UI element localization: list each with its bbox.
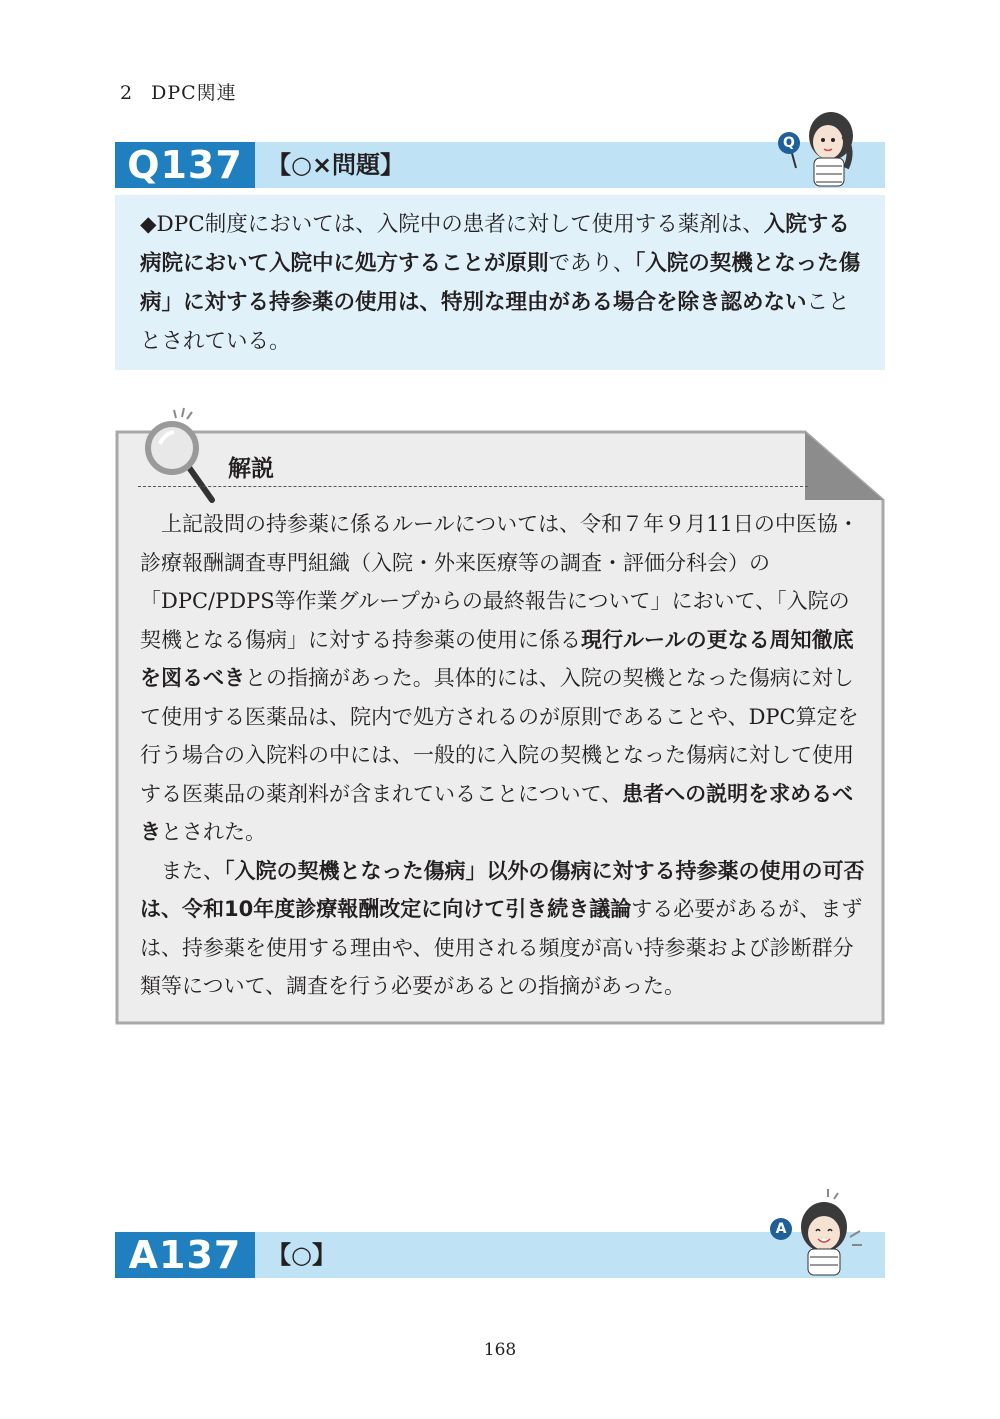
a-bubble-icon: A	[770, 1218, 792, 1240]
explanation-text-segment: 上記設問の持参薬に係るルールについては、令和７年９月11日の中医協・診療報酬調査専門組織（入院・外来医療等の調査・評価分科会）の「DPC/PDPS等作業グループからの最終報告について」において、「入院の契機となる傷病」に対する持参薬の使用に係る	[140, 512, 859, 652]
explanation-paragraph	[140, 852, 868, 1006]
explanation-title: 解説	[228, 456, 274, 482]
q-bubble-icon: Q	[778, 132, 800, 154]
explanation-divider	[138, 486, 808, 487]
answer-value: 【○】	[267, 1241, 336, 1269]
explanation-text-segment: する必要があるが、まずは、持参薬を使用する理由や、使用される頻度が高い持参薬および診断群分類等について、調査を行う必要があるとの指摘があった。	[140, 897, 863, 998]
explanation-body	[140, 505, 868, 1006]
explanation-paragraph	[140, 505, 868, 852]
explanation-text-segment: との指摘があった。具体的には、入院の契機となった傷病に対して使用する医薬品は、院内で処方されるのが原則であることや、DPC算定を行う場合の入院料の中には、一般的に入院の契機となった傷病に対して使用する医薬品の薬剤料が含まれていることについて、	[140, 666, 859, 806]
explanation-text-emphasis: 「入院の契機となった傷病」以外の傷病に対する持参薬の使用の可否は、令和10年度診療報酬改定に向けて引き続き議論	[140, 858, 865, 921]
question-text-segment: であり、	[548, 251, 635, 276]
question-type: 【○×問題】	[267, 151, 405, 179]
question-text-emphasis: 「入院の契機となった傷病」に対する持参薬の使用は、特別な理由がある場合を除き認めない	[140, 251, 861, 315]
question-header-band	[115, 142, 885, 188]
answer-header-band	[115, 1232, 885, 1278]
chapter-header	[120, 78, 237, 105]
question-text-segment: ◆DPC制度においては、入院中の患者に対して使用する薬剤は、	[140, 212, 764, 237]
explanation-text-emphasis: 現行ルールの更なる周知徹底を図るべき	[140, 627, 854, 690]
magnifier-icon	[140, 404, 220, 508]
question-box	[115, 195, 885, 370]
chapter-number: 2	[120, 82, 134, 104]
explanation-text-emphasis: 患者への説明を求めるべき	[140, 781, 854, 844]
question-label: Q137	[115, 142, 255, 188]
question-text-segment: こととされている。	[140, 290, 850, 354]
page-number: 168	[483, 1340, 517, 1360]
explanation-text-segment: とされた。	[161, 820, 266, 844]
question-text	[140, 205, 865, 361]
question-text-emphasis: 入院する病院において入院中に処方することが原則	[140, 212, 850, 276]
answer-label: A137	[115, 1232, 255, 1278]
chapter-title: DPC関連	[151, 82, 237, 104]
explanation-text-segment: また、	[161, 858, 224, 883]
